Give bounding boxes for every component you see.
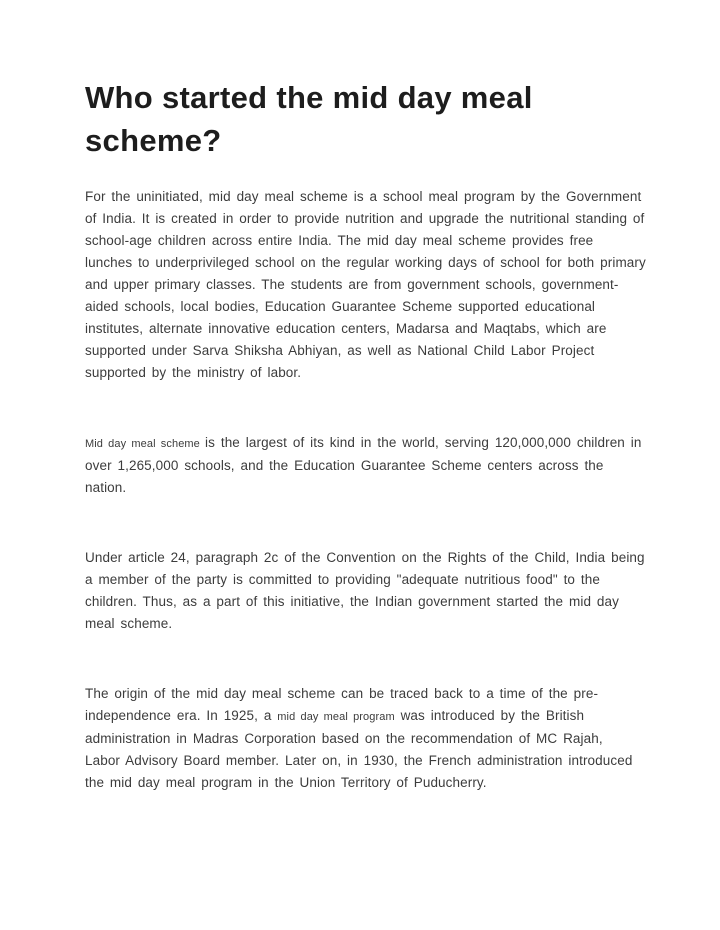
text-segment: is the largest of its kind in the world, serving 120,000,000 children in [205, 435, 642, 450]
text-segment: Labor Advisory Board member. Later on, in 1930, the French administration introduced [85, 753, 633, 768]
text-line [85, 208, 645, 230]
text-line [85, 772, 642, 794]
text-segment: For the uninitiated, mid day meal scheme is a school meal program by the Government [85, 189, 642, 204]
text-segment: a member of the party is committed to providing "adequate nutritious food" to the [85, 572, 600, 587]
text-segment: aided schools, local bodies, Education Guarantee Scheme supported educational [85, 299, 596, 314]
small-text-segment: mid day meal program [277, 711, 395, 723]
page-title-line-1: Who started the mid day meal [85, 80, 533, 115]
text-segment: children. Thus, as a part of this initiative, the Indian government started the mid day [85, 594, 619, 609]
text-segment: institutes, alternate innovative education centers, Madarsa and Maqtabs, which are [85, 321, 607, 336]
text-line [85, 569, 642, 591]
text-segment: of India. It is created in order to provide nutrition and upgrade the nutritional standing of [85, 211, 645, 226]
text-segment: over 1,265,000 schools, and the Education Guarantee Scheme centers across the [85, 458, 604, 473]
text-segment: supported under Sarva Shiksha Abhiyan, as well as National Child Labor Project [85, 343, 595, 358]
paragraph [85, 186, 646, 384]
text-line [85, 252, 646, 274]
text-line [85, 591, 642, 613]
text-line [85, 362, 642, 384]
text-line [85, 455, 642, 477]
text-segment: meal scheme. [85, 616, 173, 631]
text-segment: was introduced by the British [394, 708, 585, 723]
text-line [85, 186, 642, 208]
paragraph [85, 547, 645, 635]
paragraph [85, 683, 642, 794]
page-title [85, 76, 642, 162]
text-line [85, 477, 642, 499]
text-line [85, 318, 642, 340]
text-line [85, 230, 642, 252]
small-text-segment: Mid day meal scheme [85, 438, 206, 450]
text-line [85, 547, 645, 569]
page-title-line-2: scheme? [85, 123, 222, 158]
text-segment: Under article 24, paragraph 2c of the Convention on the Rights of the Child, India being [85, 550, 645, 565]
text-line [85, 274, 642, 296]
text-segment: nation. [85, 480, 127, 495]
text-segment: and upper primary classes. The students are from government schools, government- [85, 277, 619, 292]
text-segment: supported by the ministry of labor. [85, 365, 302, 380]
text-line [85, 432, 642, 455]
text-segment: lunches to underprivileged school on the regular working days of school for both primary [85, 255, 646, 270]
text-segment: independence era. In 1925, a [85, 708, 278, 723]
text-line [85, 613, 642, 635]
text-line [85, 728, 642, 750]
text-line [85, 296, 642, 318]
text-segment: The origin of the mid day meal scheme can be traced back to a time of the pre- [85, 686, 599, 701]
text-segment: the mid day meal program in the Union Territory of Puducherry. [85, 775, 487, 790]
paragraph [85, 432, 642, 499]
text-line [85, 340, 642, 362]
document-body [85, 186, 646, 794]
text-segment: administration in Madras Corporation based on the recommendation of MC Rajah, [85, 731, 603, 746]
text-line [85, 705, 642, 728]
text-line [85, 683, 642, 705]
text-line [85, 750, 642, 772]
text-segment: school-age children across entire India. The mid day meal scheme provides free [85, 233, 594, 248]
